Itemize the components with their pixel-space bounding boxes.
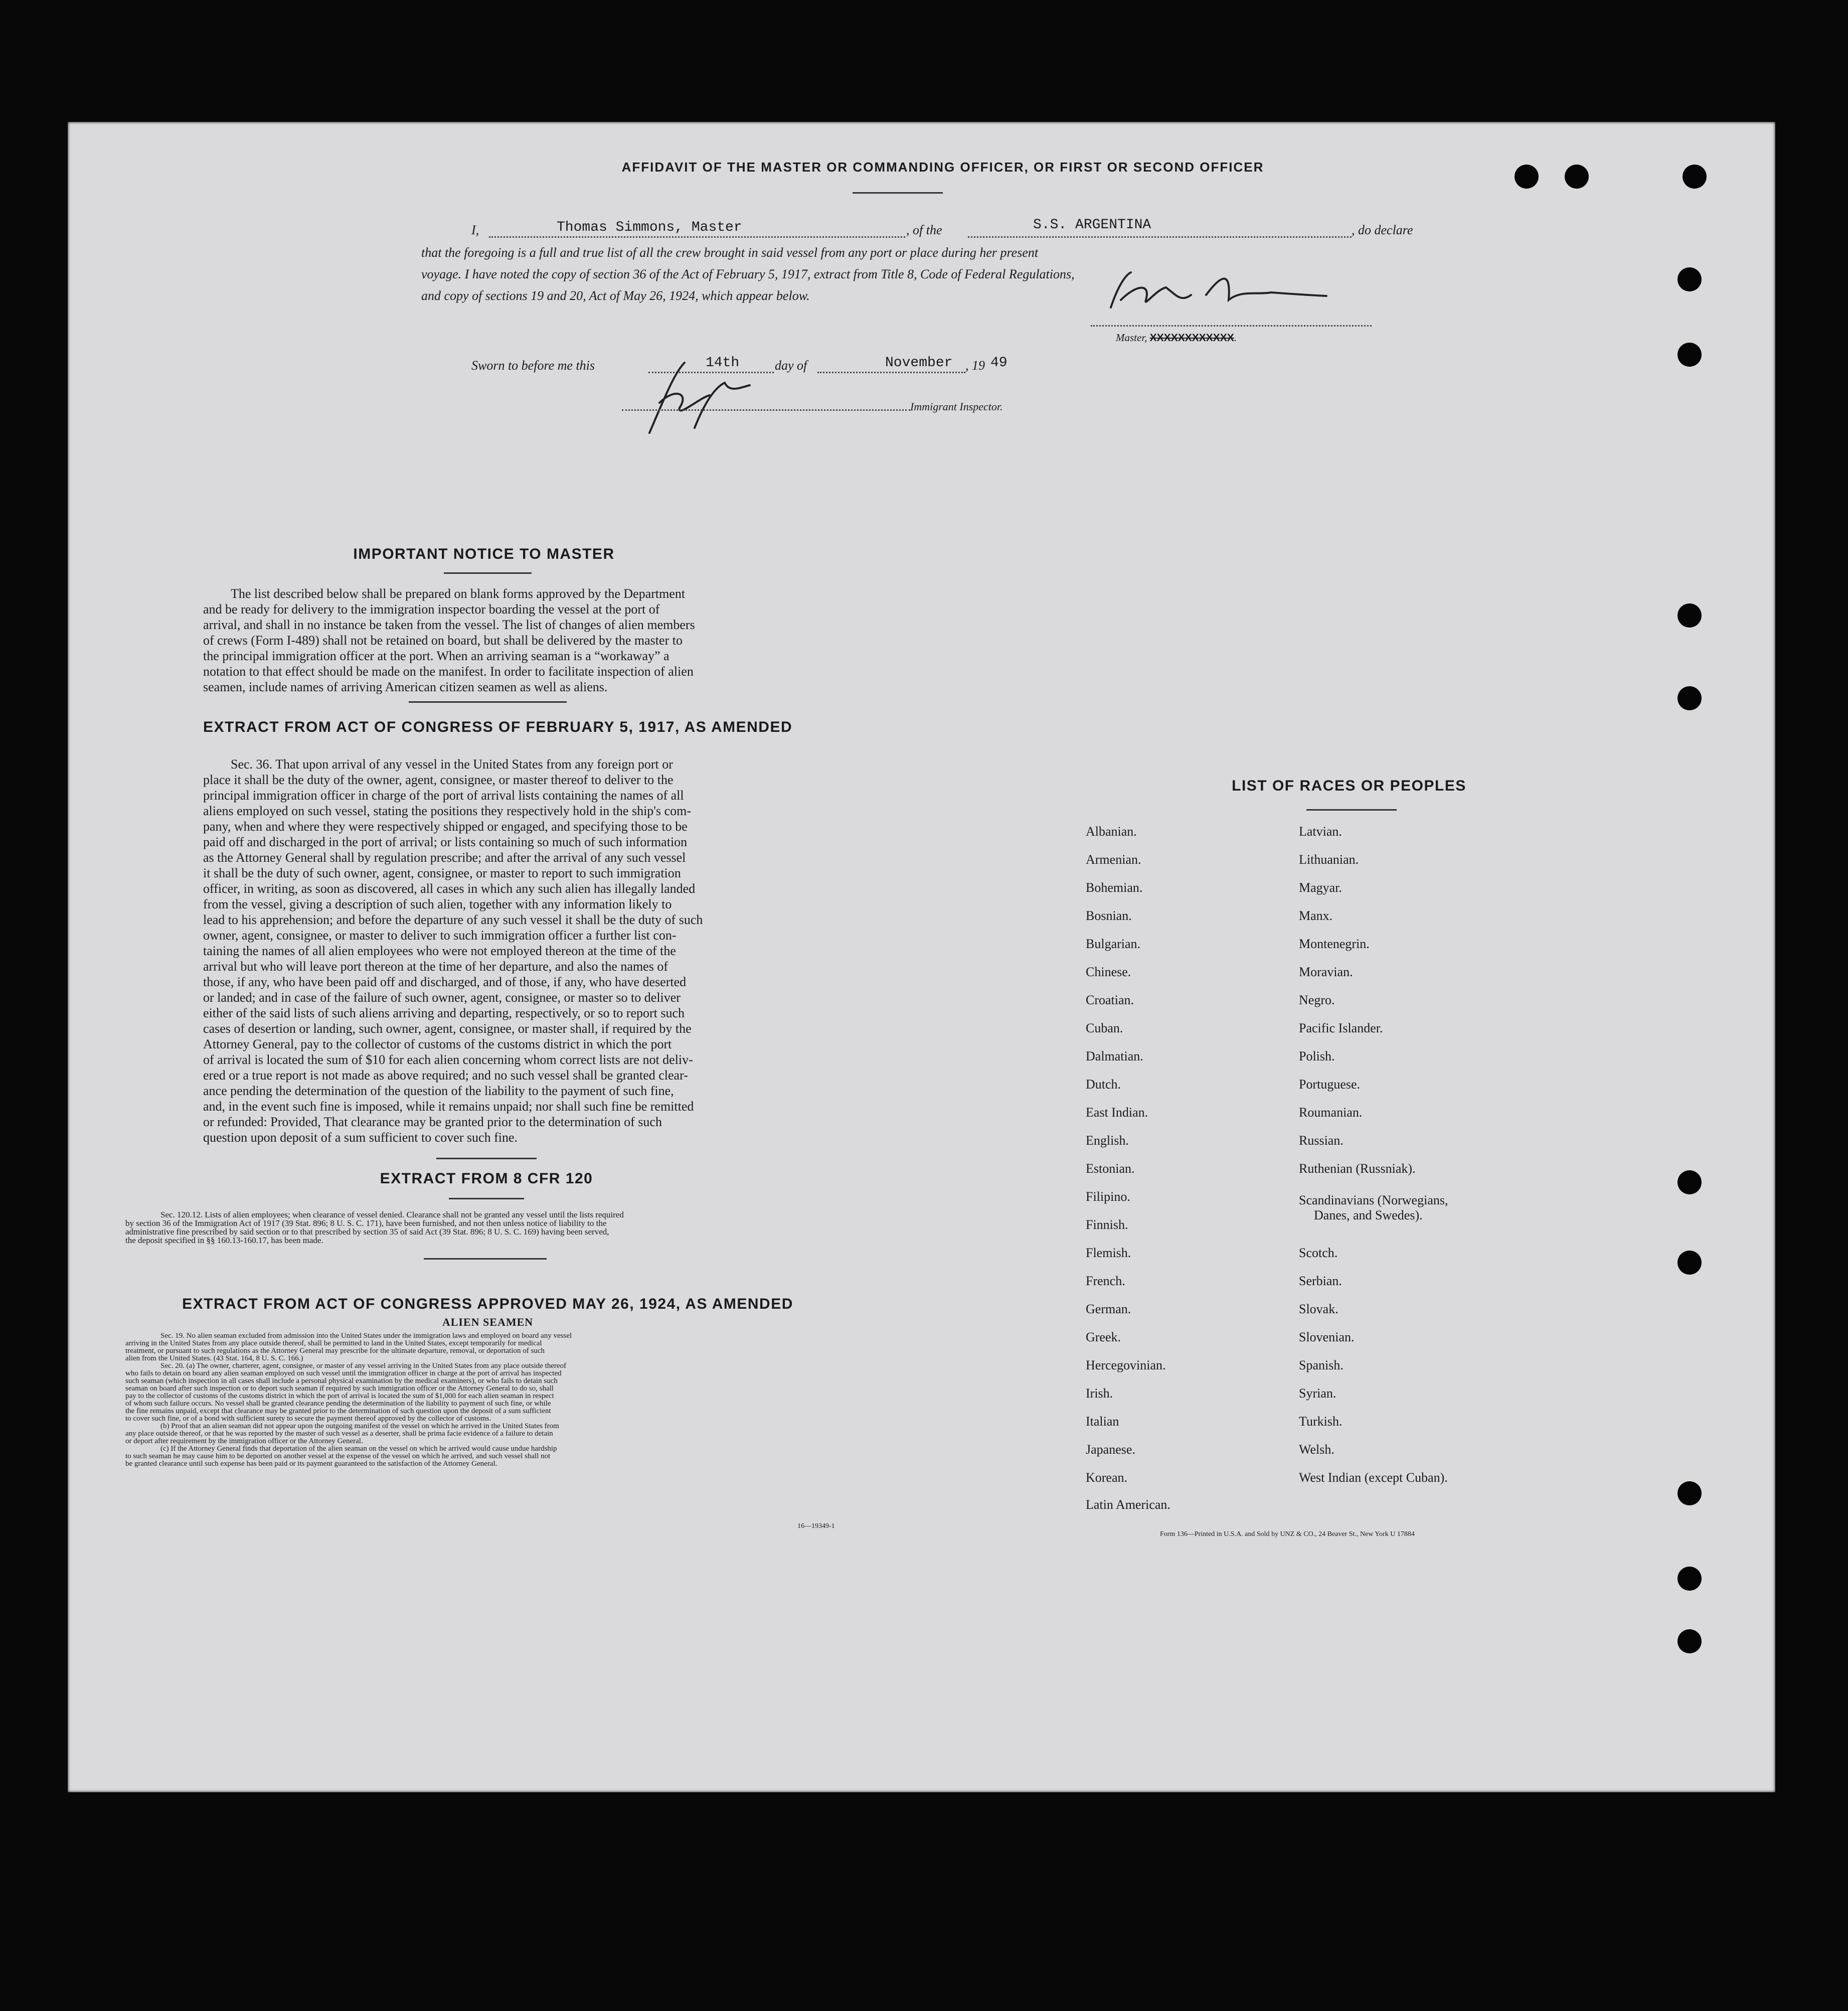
act-1917-line: or refunded: Provided, That clearance may be granted prior to the determination of such	[203, 1115, 662, 1129]
act-1924-line: any place outside thereof, or that he was reported by the master of such vessel as a deserter, shall be prima facie evidence of a failure to detain	[125, 1430, 553, 1438]
act-1917-end-divider	[436, 1158, 537, 1159]
race-item: Negro.	[1299, 993, 1335, 1007]
act-1917-line: of arrival is located the sum of $10 for each alien concerning whom correct lists are not deliv-	[203, 1052, 693, 1067]
master-name-line	[489, 236, 905, 238]
race-item: Bulgarian.	[1086, 937, 1141, 951]
punch-hole	[1565, 165, 1589, 189]
sworn-month-line	[817, 372, 965, 373]
punch-hole	[1677, 1567, 1702, 1591]
act-1924-subheading: ALIEN SEAMEN	[442, 1316, 534, 1328]
race-item: Spanish.	[1299, 1358, 1343, 1372]
inspector-caption: Immigrant Inspector.	[910, 400, 1003, 413]
cfr-text	[125, 1210, 850, 1245]
notice-line: and be ready for delivery to the immigration inspector boarding the vessel at the port of	[203, 602, 660, 616]
race-item: German.	[1086, 1302, 1131, 1316]
race-item: Ruthenian (Russniak).	[1299, 1161, 1416, 1176]
act-1924-form-code: 16—19349-1	[797, 1522, 835, 1530]
race-item: Dutch.	[1086, 1077, 1121, 1092]
punch-hole	[1677, 686, 1702, 710]
act-1924-heading: EXTRACT FROM ACT OF CONGRESS APPROVED MAY 26, 1924, AS AMENDED	[182, 1296, 793, 1312]
act-1917-line: Attorney General, pay to the collector of customs of the customs district in which the port	[203, 1037, 672, 1051]
race-item: Russian.	[1299, 1133, 1343, 1148]
race-item: Slovak.	[1299, 1302, 1338, 1316]
cfr-line: by section 36 of the Immigration Act of 1917 (39 Stat. 896; 8 U. S. C. 171), have been furnished, and not then unless notice of liability to the	[125, 1218, 607, 1228]
race-item: Estonian.	[1086, 1161, 1135, 1176]
punch-hole	[1677, 267, 1702, 291]
notice-line: notation to that effect should be made on the manifest. In order to facilitate inspection of alien	[203, 664, 694, 679]
cfr-line: the deposit specified in §§ 160.13-160.17, has been made.	[125, 1235, 323, 1245]
notice-line: The list described below shall be prepared on blank forms approved by the Department	[231, 586, 686, 601]
race-item: Scandinavians (Norwegians,	[1299, 1193, 1448, 1207]
act-1917-line: aliens employed on such vessel, stating the positions they respectively hold in the ship's com-	[203, 804, 692, 818]
race-item: Croatian.	[1086, 993, 1134, 1007]
act-1917-line: owner, agent, consignee, or master to deliver to such immigration officer a further list con-	[203, 928, 677, 943]
race-item: Bohemian.	[1086, 880, 1143, 895]
race-item: Korean.	[1086, 1470, 1128, 1485]
act-1917-line: ered or a true report is not made as above required; and no such vessel shall be granted clear-	[203, 1068, 688, 1082]
punch-hole	[1515, 165, 1539, 189]
race-item: Welsh.	[1299, 1442, 1334, 1457]
act-1917-line: ance pending the determination of the question of the liability to the payment of such fine,	[203, 1084, 674, 1098]
of-the-label: , of the	[906, 223, 942, 237]
document-page	[68, 122, 1775, 1792]
race-item: Finnish.	[1086, 1217, 1128, 1232]
punch-hole	[1683, 165, 1707, 189]
act-1924-line: to such seaman he may cause him to be deported on another vessel at the expense of the vessel on which he arrived, and such vessel shall not	[125, 1452, 551, 1460]
act-1924-line: Sec. 20. (a) The owner, charterer, agent, consignee, or master of any vessel arriving in the United States from any place outside thereof	[160, 1362, 567, 1370]
notice-heading: IMPORTANT NOTICE TO MASTER	[353, 546, 615, 562]
punch-hole	[1677, 603, 1702, 628]
race-item: Syrian.	[1299, 1386, 1336, 1401]
notice-divider	[444, 572, 532, 574]
master-name: Thomas Simmons, Master	[557, 220, 742, 235]
act-1917-line: place it shall be the duty of the owner, agent, consignee, or master thereof to deliver to the	[203, 772, 674, 787]
race-item: Albanian.	[1086, 824, 1137, 839]
race-item: Italian	[1086, 1414, 1119, 1429]
race-item: Moravian.	[1299, 965, 1353, 979]
act-1917-line: question upon deposit of a sum sufficient to cover such fine.	[203, 1130, 518, 1145]
do-declare-label: , do declare	[1352, 223, 1413, 237]
act-1917-line: taining the names of all alien employees who were not employed thereon at the time of the	[203, 944, 676, 958]
act-1924-line: alien from the United States. (43 Stat. 164, 8 U. S. C. 166.)	[125, 1354, 303, 1362]
cfr-divider	[449, 1198, 524, 1199]
race-item: English.	[1086, 1133, 1129, 1148]
act-1917-line: as the Attorney General shall by regulation prescribe; and after the arrival of any such vessel	[203, 850, 686, 865]
act-1917-line: lead to his apprehension; and before the departure of any such vessel it shall be the duty of such	[203, 912, 703, 927]
vessel-name: S.S. ARGENTINA	[1033, 217, 1151, 233]
race-item: Polish.	[1299, 1049, 1335, 1063]
race-item: Armenian.	[1086, 852, 1141, 867]
notice-line: seamen, include names of arriving American citizen seamen as well as aliens.	[203, 680, 608, 694]
races-footer: Form 136—Printed in U.S.A. and Sold by UNZ & CO., 24 Beaver St., New York U 17884	[1160, 1530, 1415, 1538]
race-item: French.	[1086, 1274, 1125, 1288]
punch-hole	[1677, 1629, 1702, 1653]
statement-line-3: and copy of sections 19 and 20, Act of May 26, 1924, which appear below.	[421, 288, 810, 303]
sworn-month: November	[885, 355, 953, 371]
act-1917-line: arrival but who will leave port thereon at the time of her departure, and also the names of	[203, 959, 668, 974]
act-1924-line: (b) Proof that an alien seaman did not appear upon the outgoing manifest of the vessel on which he arrived in the United States from	[160, 1422, 559, 1430]
master-signature-line	[1091, 325, 1372, 327]
notice-line: arrival, and shall in no instance be taken from the vessel. The list of changes of alien members	[203, 617, 695, 632]
vessel-name-line	[968, 236, 1352, 238]
race-item: Japanese.	[1086, 1442, 1135, 1457]
punch-hole	[1677, 1251, 1702, 1275]
sworn-label: Sworn to before me this	[471, 358, 595, 373]
act-1917-heading: EXTRACT FROM ACT OF CONGRESS OF FEBRUARY 5, 1917, AS AMENDED	[203, 719, 793, 735]
statement-line-1: that the foregoing is a full and true list of all the crew brought in said vessel from any port or place during her present	[421, 245, 1039, 260]
act-1924-line: of whom such failure occurs. No vessel shall be granted clearance pending the determination of the liability to payment of such fine, or while	[125, 1400, 551, 1408]
punch-hole	[1677, 1170, 1702, 1194]
notice-line: of crews (Form I-489) shall not be retained on board, but shall be delivered by the master to	[203, 633, 683, 648]
act-1924-line: arriving in the United States from any place outside thereof, shall be permitted to land in the United States, except temporarily for medical	[125, 1339, 542, 1347]
race-item: Latvian.	[1299, 824, 1342, 839]
act-1924-line: the fine remains unpaid, except that clearance may be granted prior to the determination of such question upon the deposit of a sum sufficient	[125, 1407, 551, 1415]
act-1917-line: it shall be the duty of such owner, agent, consignee, or master to report to such immigration	[203, 866, 681, 880]
race-item: Magyar.	[1299, 880, 1342, 895]
act-1917-line: those, if any, who have been paid off and discharged, and of those, if any, who have deserted	[203, 975, 687, 989]
year-suffix: 49	[990, 355, 1007, 371]
inspector-signature-line	[622, 409, 910, 411]
act-1917-line: paid off and discharged in the port of arrival; or lists containing so much of such information	[203, 835, 688, 849]
act-1917-line: and, in the event such fine is imposed, while it remains unpaid; nor shall such fine be remitted	[203, 1099, 694, 1114]
race-item: Cuban.	[1086, 1021, 1123, 1035]
notice-end-divider	[409, 701, 567, 703]
act-1924-line: seaman on board after such inspection or to deport such seaman if required by such immigration officer or the Attorney General to do so, shall	[125, 1384, 554, 1393]
race-item: Roumanian.	[1299, 1105, 1363, 1120]
master-signature	[1091, 265, 1402, 325]
i-label: I,	[471, 223, 479, 237]
day-of-label: day of	[775, 358, 807, 373]
act-1917-line: cases of desertion or landing, such owner, agent, consignee, or master shall, if required by the	[203, 1021, 692, 1036]
act-1924-line: treatment, or pursuant to such regulations as the Attorney General may prescribe for the ultimate departure, removal, or deportation of such	[125, 1347, 545, 1355]
race-item: Filipino.	[1086, 1189, 1130, 1204]
notice-line: the principal immigration officer at the port. When an arriving seaman is a “workaway” a	[203, 649, 669, 663]
races-heading: LIST OF RACES OR PEOPLES	[1232, 778, 1466, 794]
act-1924-line: to cover such fine, or of a bond with sufficient surety to secure the payment thereof approved by the collector of customs.	[125, 1415, 491, 1423]
race-item: Irish.	[1086, 1386, 1113, 1401]
act-1924-line: (c) If the Attorney General finds that deportation of the alien seaman on the vessel on which he arrived would cause undue hardship	[160, 1445, 557, 1453]
act-1924-line: such seaman (which inspection in all cases shall include a personal physical examination by the medical examiners), or who fails to detain such	[125, 1377, 558, 1385]
affidavit-title: AFFIDAVIT OF THE MASTER OR COMMANDING OFFICER, OR FIRST OR SECOND OFFICER	[621, 160, 1264, 175]
races-divider	[1306, 809, 1397, 811]
title-divider	[853, 192, 943, 194]
master-caption-struck: XXXXXXXXXXXX	[1149, 332, 1234, 344]
act-1917-text	[203, 756, 770, 1145]
race-item: Scotch.	[1299, 1246, 1338, 1260]
act-1924-line: or deport after requirement by the immigration officer or the Attorney General.	[125, 1437, 363, 1445]
cfr-heading: EXTRACT FROM 8 CFR 120	[380, 1170, 593, 1187]
race-item: East Indian.	[1086, 1105, 1148, 1120]
race-item: Slovenian.	[1299, 1330, 1355, 1344]
act-1924-line: Sec. 19. No alien seaman excluded from admission into the United States under the immigration laws and employed on board any vessel	[160, 1332, 572, 1340]
sworn-day: 14th	[706, 355, 740, 371]
race-item: Chinese.	[1086, 965, 1131, 979]
act-1924-line: who fails to detain on board any alien seaman employed on such vessel until the immigration officer in charge at the port of arrival has inspected	[125, 1369, 562, 1377]
act-1917-line: or landed; and in case of the failure of such owner, agent, consignee, or master so to deliver	[203, 990, 681, 1005]
race-item: Greek.	[1086, 1330, 1121, 1344]
race-item: Pacific Islander.	[1299, 1021, 1383, 1035]
cfr-line: Sec. 120.12. Lists of alien employees; when clearance of vessel denied. Clearance shall not be granted any vessel until the lists required	[160, 1210, 624, 1219]
master-caption: Master, XXXXXXXXXXXX.	[1116, 332, 1237, 344]
race-item: Latin American.	[1086, 1497, 1170, 1512]
punch-hole	[1677, 343, 1702, 367]
race-item: Hercegovinian.	[1086, 1358, 1166, 1372]
race-item: Dalmatian.	[1086, 1049, 1143, 1063]
inspector-signature	[629, 353, 770, 438]
cfr-line: administrative fine prescribed by said section or to that prescribed by section 35 of said Act (39 Stat. 896; 8 U. S. C. 169) having been served,	[125, 1227, 609, 1236]
master-caption-label: Master,	[1116, 332, 1147, 344]
race-item: Turkish.	[1299, 1414, 1342, 1429]
race-item: Montenegrin.	[1299, 937, 1370, 951]
race-item: Bosnian.	[1086, 908, 1132, 923]
act-1917-line: either of the said lists of such aliens arriving and departing, respectively, or so to report such	[203, 1006, 685, 1020]
race-item: West Indian (except Cuban).	[1299, 1470, 1448, 1485]
act-1917-line: from the vessel, giving a description of such alien, together with any information likely to	[203, 897, 672, 911]
race-item: Danes, and Swedes).	[1314, 1208, 1423, 1222]
act-1917-line: Sec. 36. That upon arrival of any vessel in the United States from any foreign port or	[231, 757, 673, 771]
race-item: Portuguese.	[1299, 1077, 1361, 1092]
race-item: Flemish.	[1086, 1246, 1131, 1260]
year-prefix: , 19	[965, 358, 985, 373]
act-1924-text	[125, 1332, 850, 1468]
race-item: Serbian.	[1299, 1274, 1342, 1288]
act-1917-line: principal immigration officer in charge of the port of arrival lists containing the names of all	[203, 788, 684, 803]
statement-line-2: voyage. I have noted the copy of section 36 of the Act of February 5, 1917, extract from Title 8, Code of Federal Regulations,	[421, 267, 1075, 281]
punch-hole	[1677, 1481, 1702, 1505]
notice-text	[203, 586, 770, 695]
cfr-end-divider	[424, 1258, 547, 1260]
act-1924-line: be granted clearance until such expense has been paid or its payment guaranteed to the satisfaction of the Attorney General.	[125, 1460, 497, 1468]
act-1917-line: pany, when and where they were respectively shipped or engaged, and specifying those to be	[203, 819, 688, 834]
race-item: Manx.	[1299, 908, 1333, 923]
act-1924-line: pay to the collector of customs of the customs district in which the port of arrival is located the sum of $1,000 for each alien seaman in respect	[125, 1392, 554, 1400]
race-item: Lithuanian.	[1299, 852, 1359, 867]
act-1917-line: officer, in writing, as soon as discovered, all cases in which any such alien has illegally landed	[203, 881, 696, 896]
